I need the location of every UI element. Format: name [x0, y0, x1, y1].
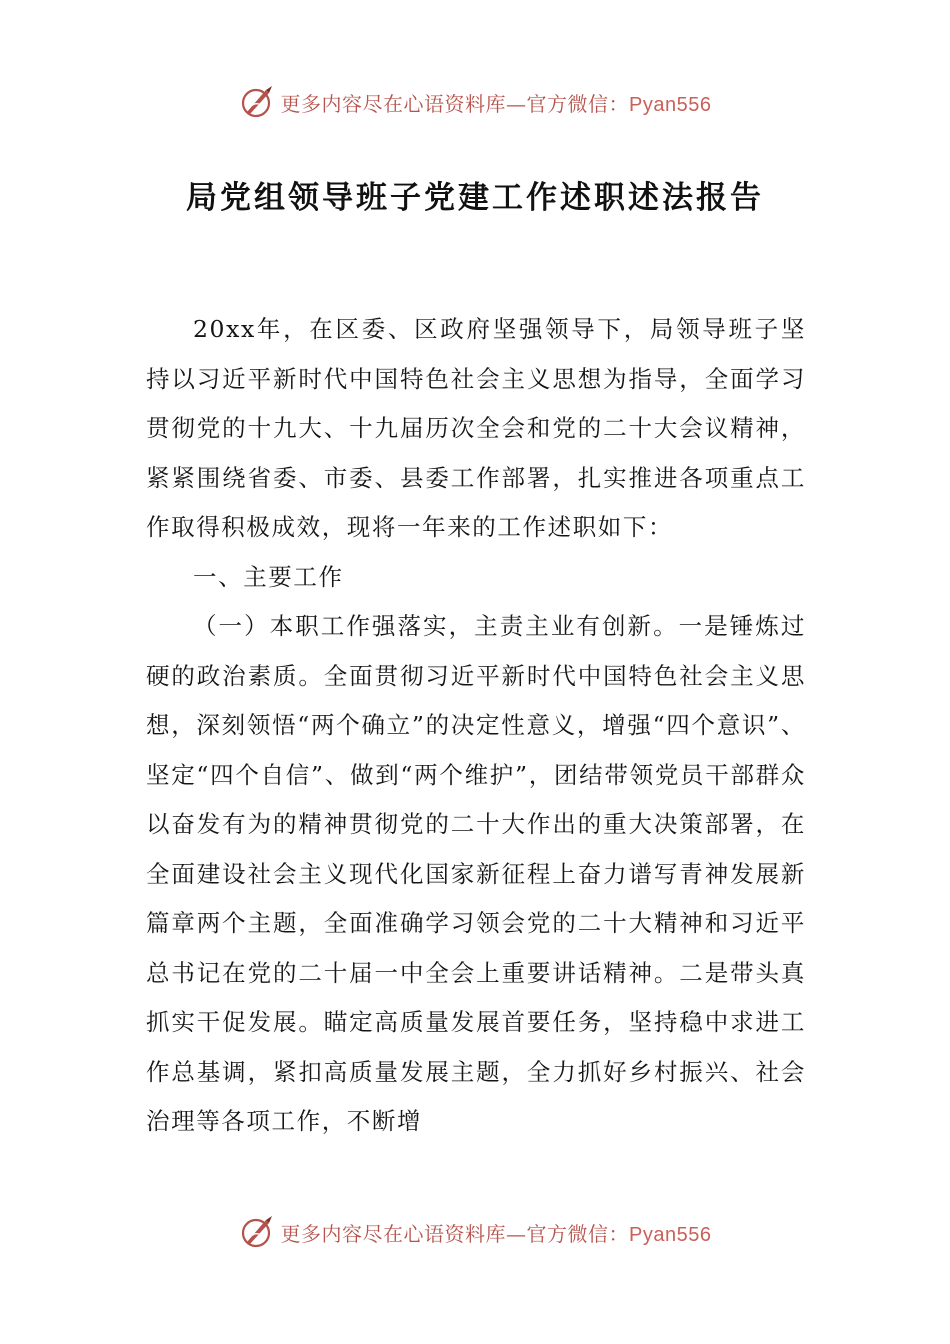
watermark-site-name: 更多内容尽在心语资料库: [280, 1221, 507, 1246]
watermark-site-name: 更多内容尽在心语资料库: [280, 91, 507, 116]
watermark-suffix: 官方微信：: [526, 1221, 630, 1246]
quill-pen-seal-icon: [239, 84, 275, 120]
watermark-suffix: 官方微信：: [526, 91, 630, 116]
watermark-banner-bottom: [0, 1210, 950, 1254]
watermark-dash: —: [506, 1221, 527, 1246]
paragraph-intro: 20xx年，在区委、区政府坚强领导下，局领导班子坚持以习近平新时代中国特色社会主义思想为指导，全面学习贯彻党的十九大、十九届历次全会和党的二十大会议精神，紧紧围绕省委、市委、县委工作部署，扎实推进各项重点工作取得积极成效，现将一年来的工作述职如下：: [146, 315, 806, 541]
watermark-handle: Pyan556: [629, 1223, 712, 1246]
quill-pen-seal-icon: [239, 1214, 275, 1250]
watermark-text: [281, 1218, 712, 1247]
watermark-banner-top: [0, 80, 950, 124]
document-body: [146, 305, 806, 1147]
watermark-dash: —: [506, 91, 527, 116]
watermark-text: [281, 88, 712, 117]
watermark-handle: Pyan556: [629, 93, 712, 116]
section-heading: 一、主要工作: [193, 562, 344, 591]
document-title: 局党组领导班子党建工作述职述法报告: [186, 180, 764, 216]
paragraph-work-detail: （一）本职工作强落实，主责主业有创新。一是锤炼过硬的政治素质。全面贯彻习近平新时代中国特色社会主义思想，深刻领悟“两个确立”的决定性意义，增强“四个意识”、坚定“四个自信”、做到“两个维护”，团结带领党员干部群众以奋发有为的精神贯彻党的二十大作出的重大决策部署，在全面建设社会主义现代化国家新征程上奋力谱写青神发展新篇章两个主题，全面准确学习领会党的二十大精神和习近平总书记在党的二十届一中全会上重要讲话精神。二是带头真抓实干促发展。瞄定高质量发展首要任务，坚持稳中求进工作总基调，紧扣高质量发展主题，全力抓好乡村振兴、社会治理等各项工作，不断增: [146, 612, 806, 1135]
